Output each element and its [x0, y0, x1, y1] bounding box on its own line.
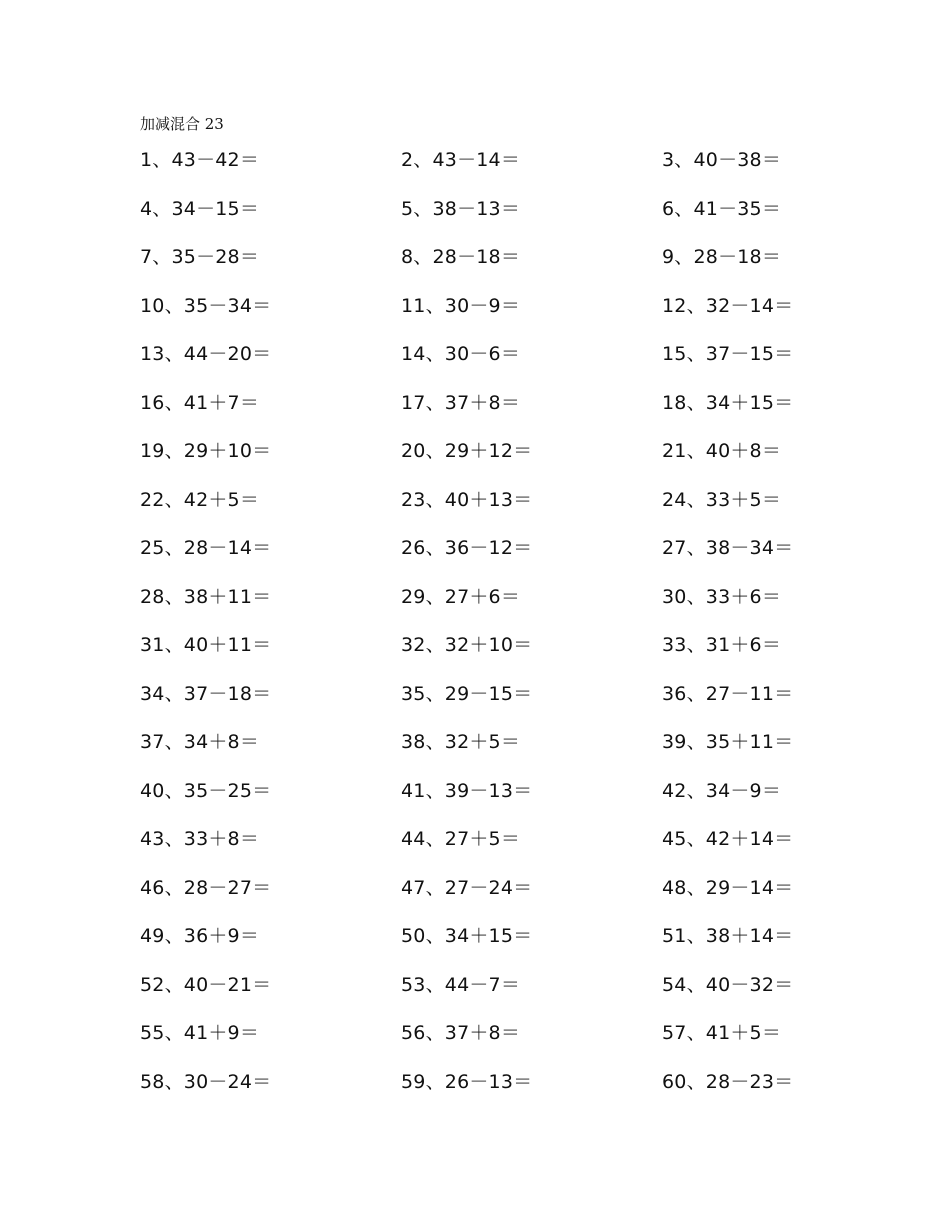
problem-item: 9、28－18＝ [662, 246, 782, 268]
problem-item: 4、34－15＝ [140, 197, 260, 220]
problem-row [140, 197, 900, 246]
problem-item: 1、43－42＝ [140, 149, 260, 171]
problem-item: 28、38＋11＝ [140, 585, 272, 608]
problem-row [140, 342, 900, 391]
problem-item: 29、27＋6＝ [401, 585, 521, 608]
problem-item: 33、31＋6＝ [662, 634, 782, 656]
problem-row [140, 730, 900, 779]
problem-row [140, 633, 900, 682]
problem-item: 51、38＋14＝ [662, 925, 794, 947]
problem-item: 48、29－14＝ [662, 876, 794, 899]
problem-item: 3、40－38＝ [662, 149, 782, 171]
problem-row [140, 1021, 900, 1070]
problem-row [140, 1070, 900, 1119]
problem-item: 46、28－27＝ [140, 876, 272, 899]
problem-row [140, 536, 900, 585]
problem-row [140, 876, 900, 925]
problem-item: 49、36＋9＝ [140, 925, 260, 947]
problem-grid [140, 148, 900, 1118]
problem-item: 58、30－24＝ [140, 1070, 272, 1093]
problem-item: 12、32－14＝ [662, 294, 794, 317]
problem-item: 15、37－15＝ [662, 343, 794, 365]
problem-item: 32、32＋10＝ [401, 634, 533, 656]
problem-item: 41、39－13＝ [401, 779, 533, 802]
problem-item: 19、29＋10＝ [140, 440, 272, 462]
problem-item: 22、42＋5＝ [140, 488, 260, 511]
problem-item: 23、40＋13＝ [401, 488, 533, 511]
problem-row [140, 148, 900, 197]
problem-item: 42、34－9＝ [662, 779, 782, 802]
problem-row [140, 294, 900, 343]
problem-item: 24、33＋5＝ [662, 488, 782, 511]
problem-item: 39、35＋11＝ [662, 731, 794, 753]
problem-item: 37、34＋8＝ [140, 731, 260, 753]
problem-item: 31、40＋11＝ [140, 634, 272, 656]
problem-item: 26、36－12＝ [401, 537, 533, 559]
problem-row [140, 585, 900, 634]
problem-item: 34、37－18＝ [140, 682, 272, 705]
problem-item: 40、35－25＝ [140, 779, 272, 802]
problem-item: 27、38－34＝ [662, 537, 794, 559]
problem-item: 13、44－20＝ [140, 343, 272, 365]
problem-item: 17、37＋8＝ [401, 391, 521, 414]
problem-row [140, 488, 900, 537]
problem-item: 43、33＋8＝ [140, 828, 260, 850]
problem-item: 25、28－14＝ [140, 537, 272, 559]
problem-row [140, 245, 900, 294]
problem-item: 11、30－9＝ [401, 294, 521, 317]
problem-item: 56、37＋8＝ [401, 1022, 521, 1044]
problem-item: 18、34＋15＝ [662, 391, 794, 414]
problem-row [140, 827, 900, 876]
problem-item: 5、38－13＝ [401, 197, 521, 220]
problem-row [140, 924, 900, 973]
problem-item: 60、28－23＝ [662, 1070, 794, 1093]
problem-item: 44、27＋5＝ [401, 828, 521, 850]
problem-item: 7、35－28＝ [140, 246, 260, 268]
problem-item: 55、41＋9＝ [140, 1022, 260, 1044]
problem-row [140, 439, 900, 488]
problem-item: 2、43－14＝ [401, 149, 521, 171]
problem-row [140, 779, 900, 828]
problem-item: 38、32＋5＝ [401, 731, 521, 753]
problem-item: 20、29＋12＝ [401, 440, 533, 462]
problem-item: 8、28－18＝ [401, 246, 521, 268]
problem-item: 21、40＋8＝ [662, 440, 782, 462]
problem-row [140, 682, 900, 731]
problem-item: 36、27－11＝ [662, 682, 794, 705]
problem-item: 6、41－35＝ [662, 197, 782, 220]
problem-row [140, 391, 900, 440]
problem-item: 53、44－7＝ [401, 973, 521, 996]
problem-item: 35、29－15＝ [401, 682, 533, 705]
problem-item: 16、41＋7＝ [140, 391, 260, 414]
problem-item: 10、35－34＝ [140, 294, 272, 317]
worksheet-title: 加减混合 23 [140, 115, 224, 133]
problem-item: 50、34＋15＝ [401, 925, 533, 947]
problem-row [140, 973, 900, 1022]
problem-item: 45、42＋14＝ [662, 828, 794, 850]
problem-item: 57、41＋5＝ [662, 1022, 782, 1044]
problem-item: 52、40－21＝ [140, 973, 272, 996]
problem-item: 14、30－6＝ [401, 343, 521, 365]
problem-item: 47、27－24＝ [401, 876, 533, 899]
problem-item: 54、40－32＝ [662, 973, 794, 996]
problem-item: 30、33＋6＝ [662, 585, 782, 608]
problem-item: 59、26－13＝ [401, 1070, 533, 1093]
